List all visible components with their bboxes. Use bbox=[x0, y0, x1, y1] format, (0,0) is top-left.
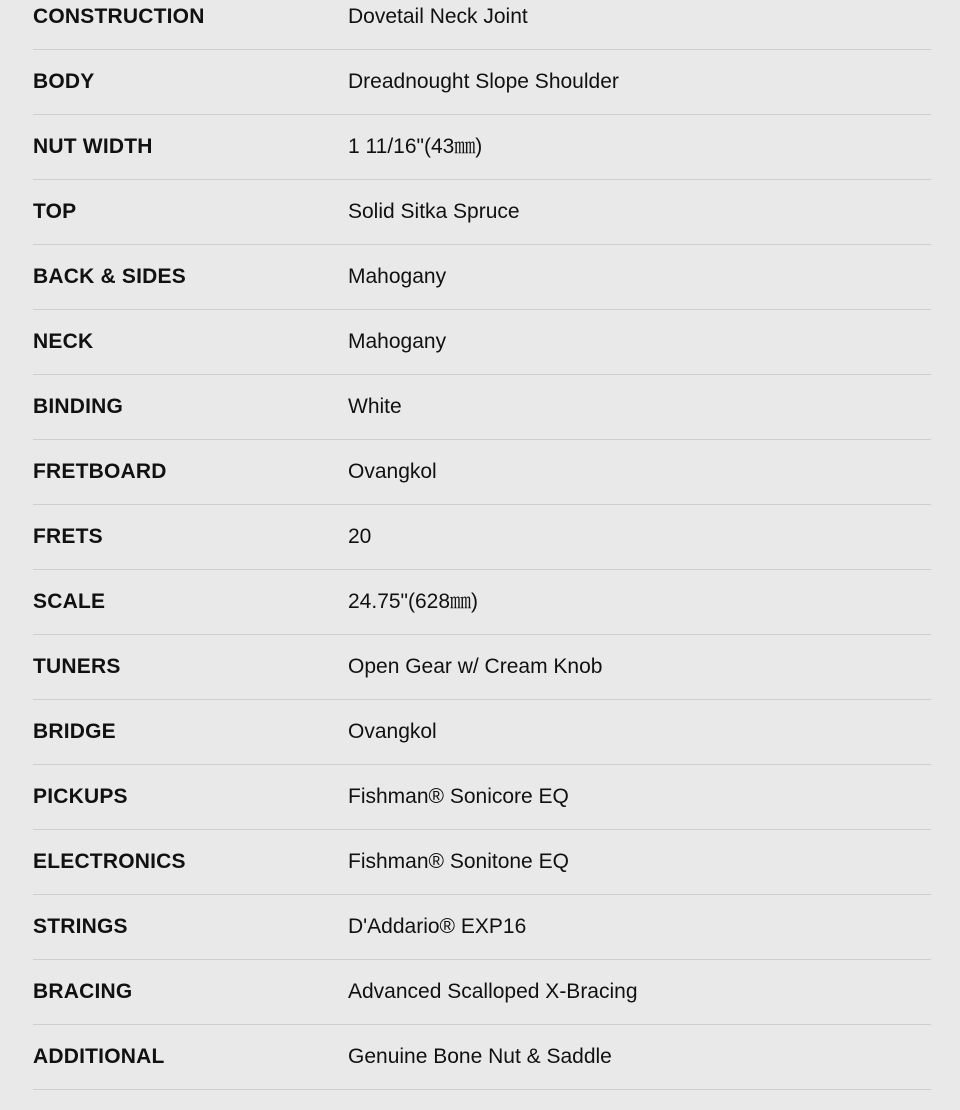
spec-label: ELECTRONICS bbox=[33, 850, 186, 873]
spec-label: BINDING bbox=[33, 395, 124, 418]
spec-row-additional bbox=[33, 1025, 931, 1090]
spec-row-neck bbox=[33, 310, 931, 375]
spec-row-construction bbox=[33, 0, 931, 50]
spec-value: White bbox=[348, 395, 402, 418]
spec-table bbox=[33, 0, 931, 1090]
spec-value: 1 11/16"(43㎜) bbox=[348, 135, 483, 158]
spec-row-bridge bbox=[33, 700, 931, 765]
spec-label: ADDITIONAL bbox=[33, 1045, 165, 1068]
spec-row-bracing bbox=[33, 960, 931, 1025]
spec-value: Mahogany bbox=[348, 330, 447, 353]
spec-label: PICKUPS bbox=[33, 785, 128, 808]
spec-label: NUT WIDTH bbox=[33, 135, 153, 158]
spec-value: Mahogany bbox=[348, 265, 447, 288]
spec-label: FRETS bbox=[33, 525, 103, 548]
spec-row-nut-width bbox=[33, 115, 931, 180]
spec-row-frets bbox=[33, 505, 931, 570]
spec-row-scale bbox=[33, 570, 931, 635]
spec-row-strings bbox=[33, 895, 931, 960]
spec-row-binding bbox=[33, 375, 931, 440]
spec-label: STRINGS bbox=[33, 915, 128, 938]
spec-label: TUNERS bbox=[33, 655, 121, 678]
spec-row-electronics bbox=[33, 830, 931, 895]
spec-value: Open Gear w/ Cream Knob bbox=[348, 655, 603, 678]
spec-row-tuners bbox=[33, 635, 931, 700]
spec-value: Ovangkol bbox=[348, 460, 437, 483]
spec-value: 20 bbox=[348, 525, 372, 548]
spec-label: SCALE bbox=[33, 590, 106, 613]
spec-row-back-sides bbox=[33, 245, 931, 310]
spec-label: NECK bbox=[33, 330, 94, 353]
spec-row-fretboard bbox=[33, 440, 931, 505]
spec-value: Dovetail Neck Joint bbox=[348, 5, 528, 28]
spec-value: 24.75"(628㎜) bbox=[348, 590, 479, 613]
spec-value: D'Addario® EXP16 bbox=[348, 915, 527, 938]
spec-label: CONSTRUCTION bbox=[33, 5, 205, 28]
spec-value: Dreadnought Slope Shoulder bbox=[348, 70, 619, 93]
spec-value: Fishman® Sonicore EQ bbox=[348, 785, 569, 808]
spec-value: Advanced Scalloped X-Bracing bbox=[348, 980, 638, 1003]
spec-label: TOP bbox=[33, 200, 77, 223]
spec-label: FRETBOARD bbox=[33, 460, 167, 483]
spec-row-pickups bbox=[33, 765, 931, 830]
spec-row-body bbox=[33, 50, 931, 115]
spec-label: BRACING bbox=[33, 980, 133, 1003]
spec-row-top bbox=[33, 180, 931, 245]
spec-value: Genuine Bone Nut & Saddle bbox=[348, 1045, 612, 1068]
spec-label: BRIDGE bbox=[33, 720, 116, 743]
spec-value: Solid Sitka Spruce bbox=[348, 200, 520, 223]
spec-value: Ovangkol bbox=[348, 720, 437, 743]
spec-label: BACK & SIDES bbox=[33, 265, 186, 288]
spec-label: BODY bbox=[33, 70, 95, 93]
spec-value: Fishman® Sonitone EQ bbox=[348, 850, 569, 873]
